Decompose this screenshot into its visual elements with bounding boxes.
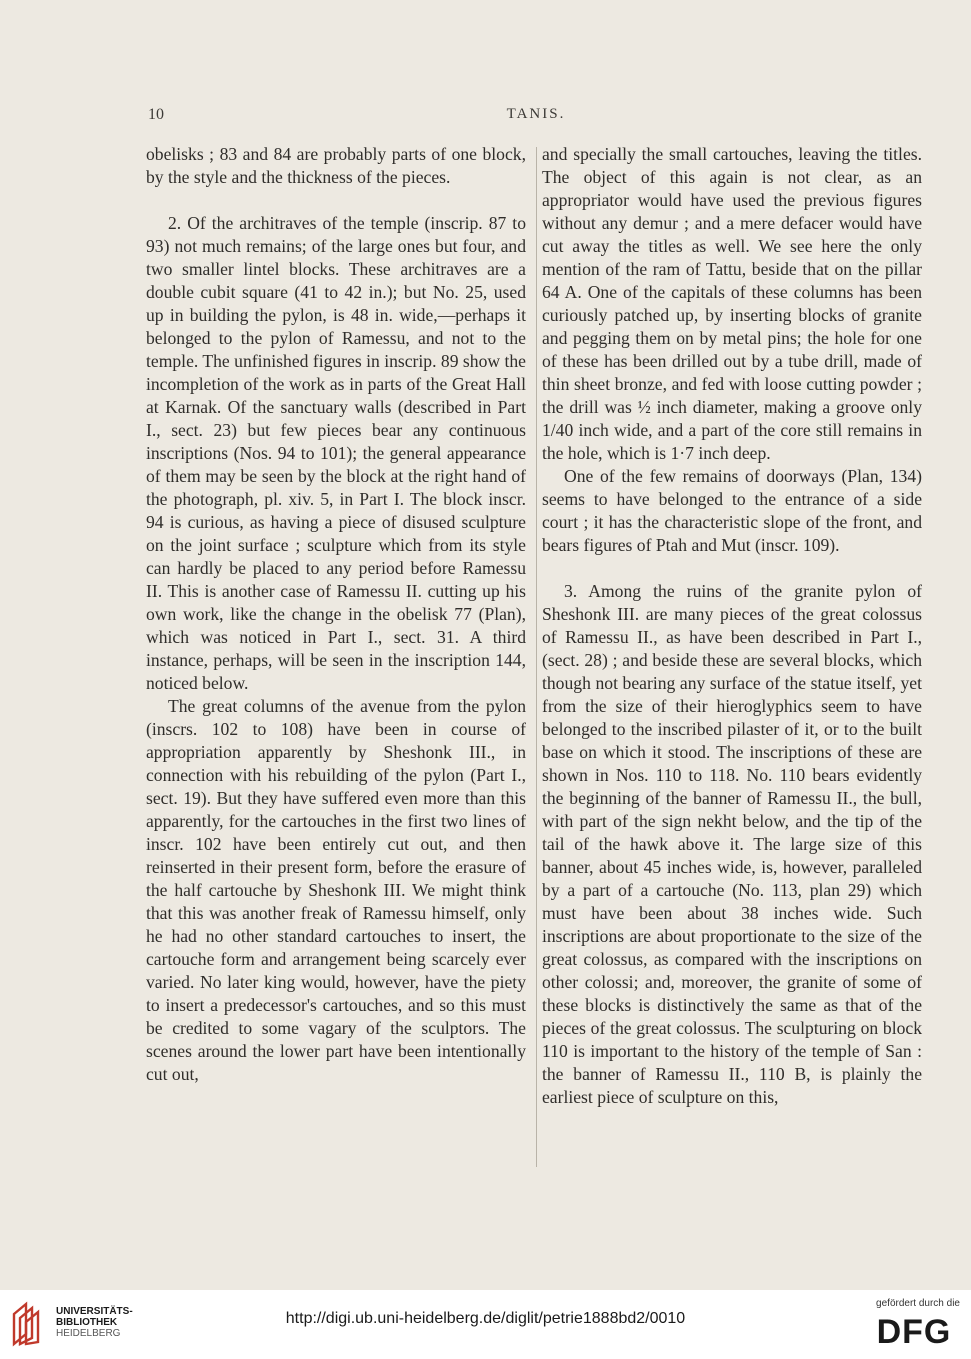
paragraph: One of the few remains of doorways (Plan, 134) seems to have belonged to the entrance of a side court ; it has the characteristic slope of the front, and bears figures of Ptah and Mut (inscr. 109). xyxy=(542,466,922,555)
library-name-line: UNIVERSITÄTS- xyxy=(56,1306,133,1317)
page-number: 10 xyxy=(148,106,164,123)
dfg-logo-icon[interactable] xyxy=(868,1312,960,1348)
paragraph: 2. Of the architraves of the temple (inscrip. 87 to 93) not much remains; of the large ones but four, and two smaller lintel blocks. These architraves are a double cubit square (41 to 42 in.); but No. 25, used up in building the pylon, is 48 in. wide,—perhaps it belonged to the pylon of Ramessu, and not to the temple. The unfinished figures in inscrip. 89 show the incompletion of the work as in parts of the Great Hall at Karnak. Of the sanctuary walls (described in Part I., sect. 23) but few pieces bear any continuous inscriptions (Nos. 94 to 101); the general appearance of them may be seen by the block at the right hand of the photograph, pl. xiv. 5, in Part I. The block inscr. 94 is curious, as having a piece of disused sculpture on the joint surface ; sculpture which from its style can hardly be placed to any period before Ramessu II. This is another case of Ramessu II. cutting up his own work, like the change in the obelisk 77 (Plan), which was noticed in Part I., sect. 31. A third instance, perhaps, will be seen in the inscription 144, noticed below. xyxy=(146,213,526,693)
left-column xyxy=(146,143,526,1086)
paragraph: and specially the small cartouches, leaving the titles. The object of this again is not clear, as an appropriator would have used the previous figures without any demur ; and a mere defacer would have cut away the titles as well. We see here the only mention of the ram of Tattu, beside that on the pillar 64 A. One of the capitals of these columns has been curiously patched up, by inserting blocks of granite and pegging them on by metal pins; the hole for one of these has been drilled out by a tube drill, made of thin sheet bronze, and fed with loose cutting powder ; the drill was ½ inch diameter, making a groove only 1/40 inch wide, and a part of the core still remains in the hole, which is 1·7 inch deep. xyxy=(542,144,922,463)
running-title: TANIS. xyxy=(506,106,566,122)
right-column xyxy=(542,143,922,1109)
paragraph: 3. Among the ruins of the granite pylon of Sheshonk III. are many pieces of the great colossus of Ramessu II., as have been described in Part I., (sect. 28) ; and beside these are several blocks, which though not bearing any surface of the statue itself, yet from the size of their hieroglyphics seem to have belonged to the inscribed pilaster of it, or to the built base on which it stood. The inscriptions of these are shown in Nos. 110 to 118. No. 110 bears evidently the beginning of the banner of Ramessu II., the bull, with part of the sign nekht below, and the tip of the tail of the hawk above it. The large size of this banner, about 45 inches wide, is, however, paralleled by a part of a cartouche (No. 113, plan 29) which must have been about 38 inches wide. Such inscriptions are about proportionate to the size of the great colossus, as compared with the inscriptions on other colossi; and, moreover, the granite of some of these blocks is distinctively the same as that of the pieces of the great colossus. The sculpturing on block 110 is important to the history of the temple of San : the banner of Ramessu II., 110 B, is plainly the earliest piece of sculpture on this, xyxy=(542,581,922,1107)
university-library-logo-icon[interactable] xyxy=(10,1300,50,1348)
library-name-line: BIBLIOTHEK xyxy=(56,1317,118,1328)
viewer-footer xyxy=(0,1290,971,1359)
library-name xyxy=(56,1306,133,1339)
library-name-line: HEIDELBERG xyxy=(56,1328,121,1339)
column-divider xyxy=(536,147,537,1167)
paragraph: The great columns of the avenue from the pylon (inscrs. 102 to 108) have been in course of appropriation apparently by Sheshonk III., in connection with his rebuilding of the pylon (Part I., sect. 19). But they have suffered even more than this apparently, for the cartouches in the first two lines of inscr. 102 have been entirely cut out, and then reinserted in their present form, before the erasure of the half cartouche by Sheshonk III. We might think that this was another freak of Ramessu himself, only he had no other standard cartouches to insert, the cartouche form and arrangement being scarcely ever varied. No later king would, however, have the piety to insert a predecessor's cartouches, and so this must be credited to some vagary of the sculptors. The scenes around the lower part have been intentionally cut out, xyxy=(146,696,526,1084)
funded-by-label: gefördert durch die xyxy=(876,1298,960,1309)
permalink-url[interactable]: http://digi.ub.uni-heidelberg.de/diglit/petrie1888bd2/0010 xyxy=(285,1310,686,1327)
paragraph: obelisks ; 83 and 84 are probably parts of one block, by the style and the thickness of the pieces. xyxy=(146,144,526,187)
dfg-logo-text: DFG xyxy=(876,1313,952,1348)
